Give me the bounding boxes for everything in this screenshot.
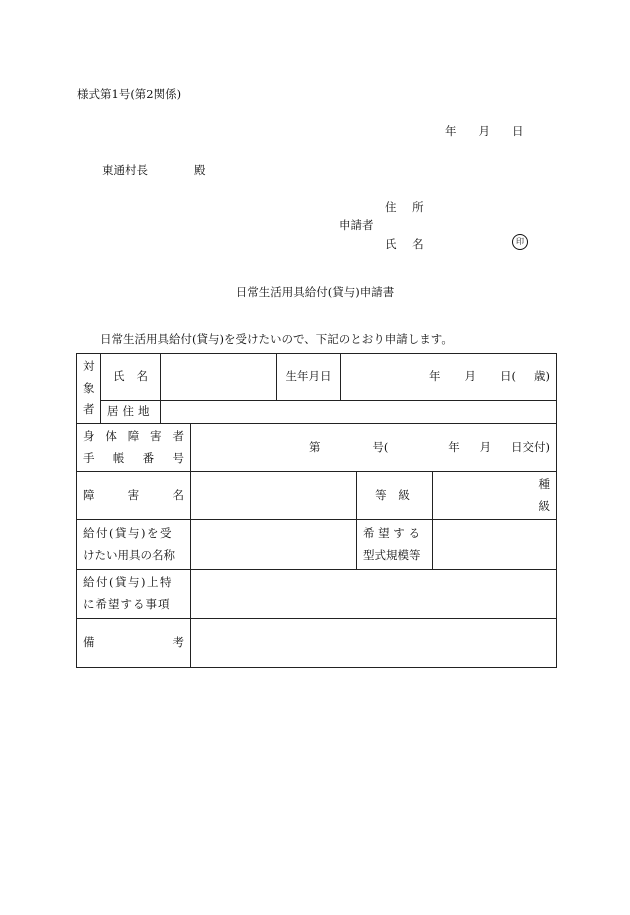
residence-label: 居住地 [101,401,161,424]
remarks-label: 備 考 [77,619,191,668]
addressee [102,162,206,178]
date-year-label: 年 [445,124,457,138]
applicant-label: 申請者 [339,218,374,232]
birthdate-field[interactable]: 年 月 日( 歳) [341,354,557,401]
table-row [77,472,557,520]
desired-spec-label: 希 望 す る 型式規模等 [357,520,433,570]
table-row [77,619,557,668]
grade-field[interactable]: 種 級 [433,472,557,520]
table-row [77,354,557,401]
handbook-number-label: 身 体 障 害 者 手 帳 番 号 [77,424,191,472]
addressee-suffix: 殿 [194,163,206,177]
handbook-number-field[interactable]: 第 号( 年 月 日交付) [191,424,557,472]
applicant-name-label: 氏 名 [385,237,430,251]
date-day-label: 日 [512,124,524,138]
grade-label: 等 級 [357,472,433,520]
special-request-field[interactable] [191,570,557,619]
application-date [445,123,524,139]
birthdate-label: 生年月日 [277,354,341,401]
table-row [77,424,557,472]
form-number: 様式第1号(第2関係) [77,87,182,101]
document-title: 日常生活用具給付(貸与)申請書 [235,285,395,299]
special-request-label: 給付(貸与)上特 に希望する事項 [77,570,191,619]
disability-name-label: 障 害 名 [77,472,191,520]
table-row [77,570,557,619]
date-month-label: 月 [478,124,490,138]
addressee-name: 東通村長 [102,163,148,177]
equipment-name-field[interactable] [191,520,357,570]
subject-name-label: 氏 名 [101,354,161,401]
remarks-field[interactable] [191,619,557,668]
disability-name-field[interactable] [191,472,357,520]
desired-spec-field[interactable] [433,520,557,570]
intro-text: 日常生活用具給付(貸与)を受けたいので、下記のとおり申請します。 [100,332,453,346]
subject-name-field[interactable] [161,354,277,401]
application-table [76,353,557,668]
equipment-name-label: 給付(貸与)を受 けたい用具の名称 [77,520,191,570]
subject-label: 対 象 者 [77,354,101,424]
residence-field[interactable] [161,401,557,424]
table-row [77,520,557,570]
address-label: 住 所 [385,200,430,214]
table-row [77,401,557,424]
seal-icon: 印 [512,234,528,250]
